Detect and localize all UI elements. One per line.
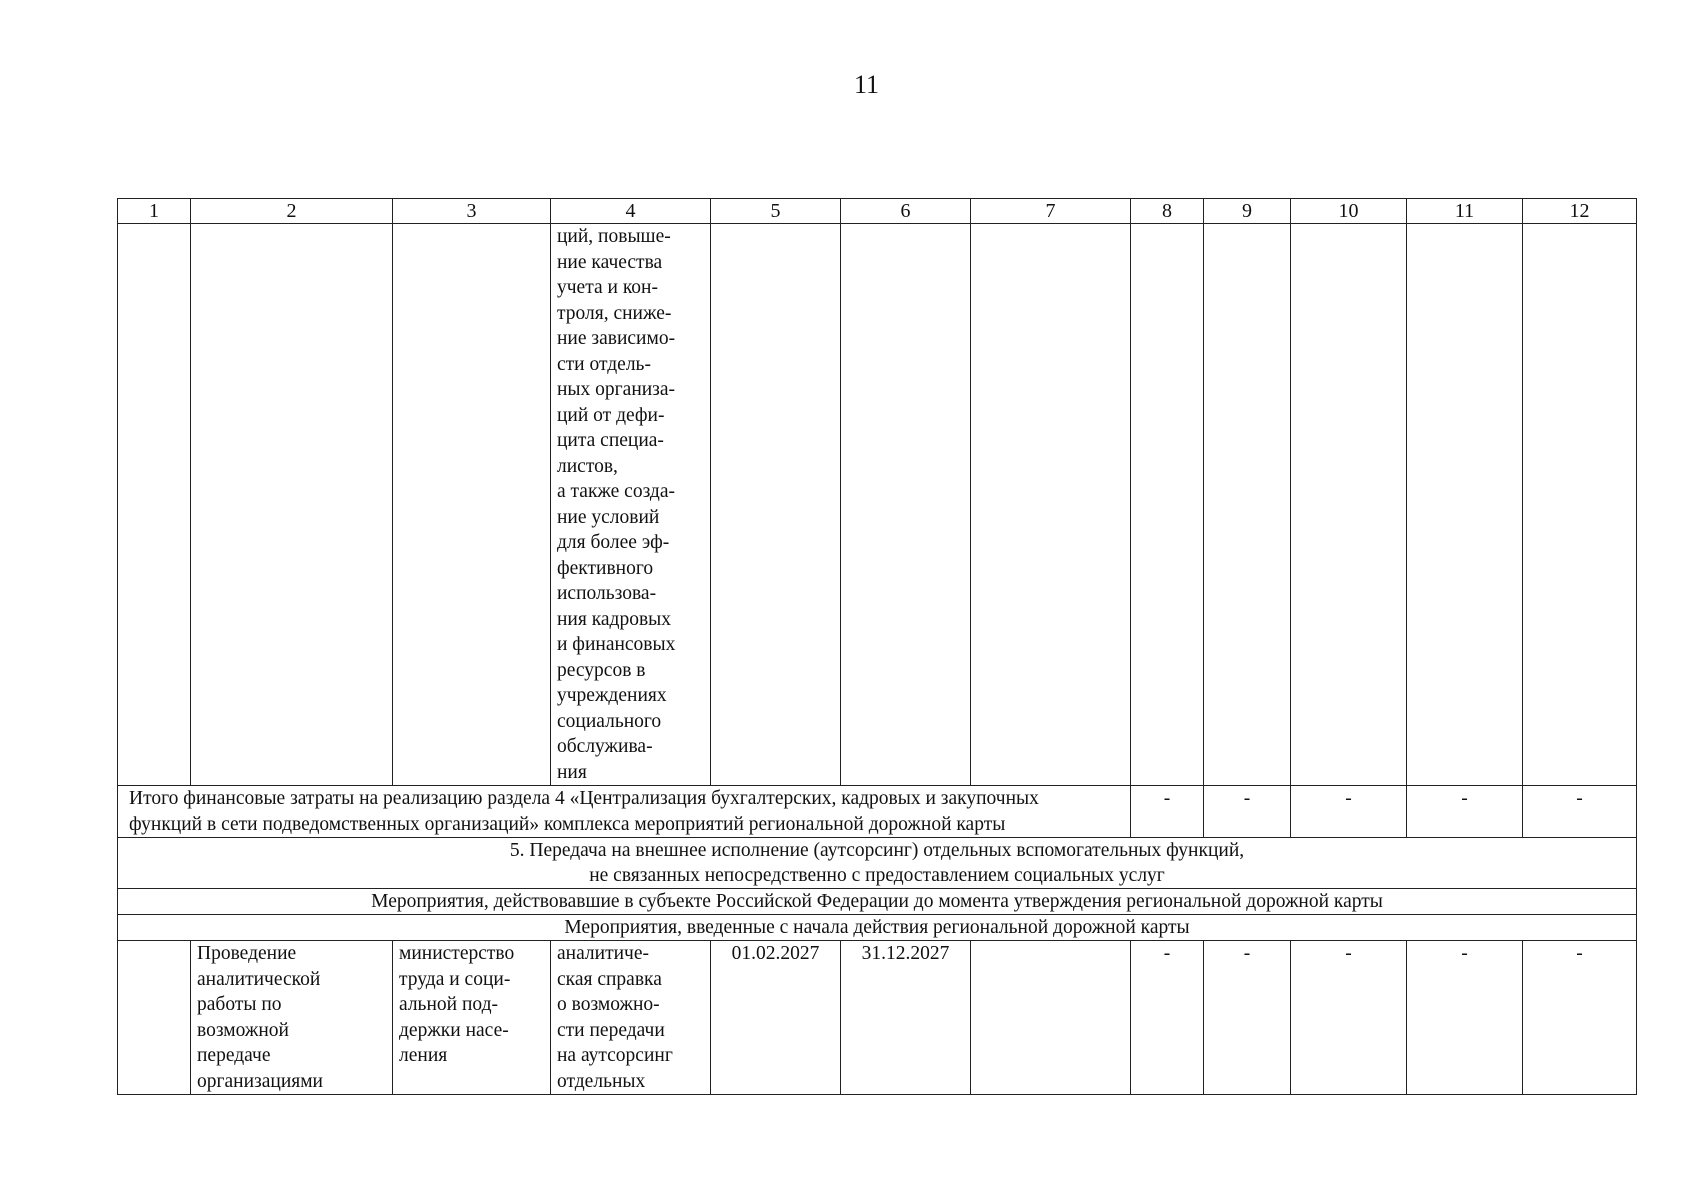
text-line: ресурсов в <box>557 659 646 681</box>
table-cell <box>841 224 971 786</box>
text-line: ций, повыше- <box>557 226 671 247</box>
column-number: 4 <box>551 199 711 224</box>
text-line: работы по <box>197 994 282 1015</box>
subsection-row <box>118 889 1637 915</box>
text-line: ние качества <box>557 251 663 273</box>
text-line: сти отдель- <box>557 353 651 375</box>
result-description-cell <box>551 224 711 786</box>
table-cell <box>1131 224 1204 786</box>
section-title-line: 5. Передача на внешнее исполнение (аутсорсинг) отдельных вспомогательных функций, <box>509 840 1245 861</box>
total-row <box>118 786 1637 838</box>
text-line: передаче <box>197 1045 271 1066</box>
table-cell <box>393 224 551 786</box>
result-description-cell <box>551 941 711 1095</box>
value-cell: - <box>1407 941 1523 1095</box>
table-cell <box>1204 224 1291 786</box>
text-line: ния <box>557 761 587 783</box>
text-line: троля, сниже- <box>557 302 672 324</box>
text-line: ская справка <box>557 968 662 990</box>
total-value: - <box>1204 786 1291 838</box>
total-value: - <box>1523 786 1637 838</box>
column-number: 6 <box>841 199 971 224</box>
text-line: министерство <box>399 943 515 964</box>
column-number: 3 <box>393 199 551 224</box>
column-number: 5 <box>711 199 841 224</box>
total-value: - <box>1131 786 1204 838</box>
column-number: 11 <box>1407 199 1523 224</box>
text-line: держки насе- <box>399 1019 509 1041</box>
text-line: для более эф- <box>557 532 670 553</box>
table-cell <box>1291 224 1407 786</box>
responsible-cell <box>393 941 551 1095</box>
value-cell: - <box>1291 941 1407 1095</box>
text-line: учреждениях <box>557 685 667 706</box>
section-title-line: не связанных непосредственно с предоставлением социальных услуг <box>589 865 1165 886</box>
column-number: 8 <box>1131 199 1204 224</box>
table-cell <box>971 224 1131 786</box>
row-number-cell <box>118 941 191 1095</box>
continuation-row <box>118 224 1637 786</box>
table-cell <box>191 224 393 786</box>
total-value: - <box>1407 786 1523 838</box>
text-line: учета и кон- <box>557 277 658 298</box>
column-number: 7 <box>971 199 1131 224</box>
page-number: 11 <box>853 70 880 99</box>
text-line: фективного <box>557 557 654 579</box>
text-line: социального <box>557 710 662 732</box>
text-line: ления <box>399 1045 448 1066</box>
table-cell <box>1523 224 1637 786</box>
start-date-cell: 01.02.2027 <box>711 941 841 1095</box>
table-cell <box>971 941 1131 1095</box>
text-line: цита специа- <box>557 430 664 451</box>
roadmap-table <box>117 198 1637 1095</box>
text-line: отдельных <box>557 1070 646 1092</box>
section-title-row <box>118 838 1637 889</box>
table-cell <box>118 224 191 786</box>
end-date-cell: 31.12.2027 <box>841 941 971 1095</box>
subsection-row <box>118 915 1637 941</box>
text-line: ние зависимо- <box>557 328 676 349</box>
column-number: 9 <box>1204 199 1291 224</box>
text-line: аналитиче- <box>557 943 649 964</box>
table-row <box>118 941 1637 1095</box>
text-line: о возможно- <box>557 994 660 1015</box>
value-cell: - <box>1131 941 1204 1095</box>
section-title <box>118 838 1637 889</box>
text-line: альной под- <box>399 994 498 1015</box>
text-line: а также созда- <box>557 481 675 502</box>
text-line: на аутсорсинг <box>557 1045 673 1066</box>
subsection-title: Мероприятия, действовавшие в субъекте Российской Федерации до момента утверждения региональной дорожной карты <box>118 889 1637 915</box>
total-label: Итого финансовые затраты на реализацию раздела 4 «Централизация бухгалтерских, кадровых и закупочных функций в сети подведомственных организаций» комплекса мероприятий региональной дорожной карты <box>118 786 1131 838</box>
column-number: 2 <box>191 199 393 224</box>
text-line: листов, <box>557 455 618 477</box>
text-line: ных организа- <box>557 379 676 400</box>
text-line: сти передачи <box>557 1019 665 1041</box>
text-line: аналитической <box>197 968 321 990</box>
text-line: и финансовых <box>557 634 676 655</box>
value-cell: - <box>1204 941 1291 1095</box>
text-line: ций от дефи- <box>557 404 665 426</box>
subsection-title: Мероприятия, введенные с начала действия региональной дорожной карты <box>118 915 1637 941</box>
column-number: 10 <box>1291 199 1407 224</box>
text-line: использова- <box>557 583 657 604</box>
text-line: Проведение <box>197 943 297 964</box>
text-line: ние условий <box>557 506 660 528</box>
total-value: - <box>1291 786 1407 838</box>
column-number: 12 <box>1523 199 1637 224</box>
column-number-header <box>118 199 1637 224</box>
text-line: возможной <box>197 1019 289 1041</box>
column-number: 1 <box>118 199 191 224</box>
activity-name-cell <box>191 941 393 1095</box>
text-line: труда и соци- <box>399 968 511 990</box>
table-cell <box>1407 224 1523 786</box>
value-cell: - <box>1523 941 1637 1095</box>
text-line: ния кадровых <box>557 608 672 630</box>
table-cell <box>711 224 841 786</box>
text-line: обслужива- <box>557 736 653 757</box>
text-line: организациями <box>197 1070 323 1092</box>
